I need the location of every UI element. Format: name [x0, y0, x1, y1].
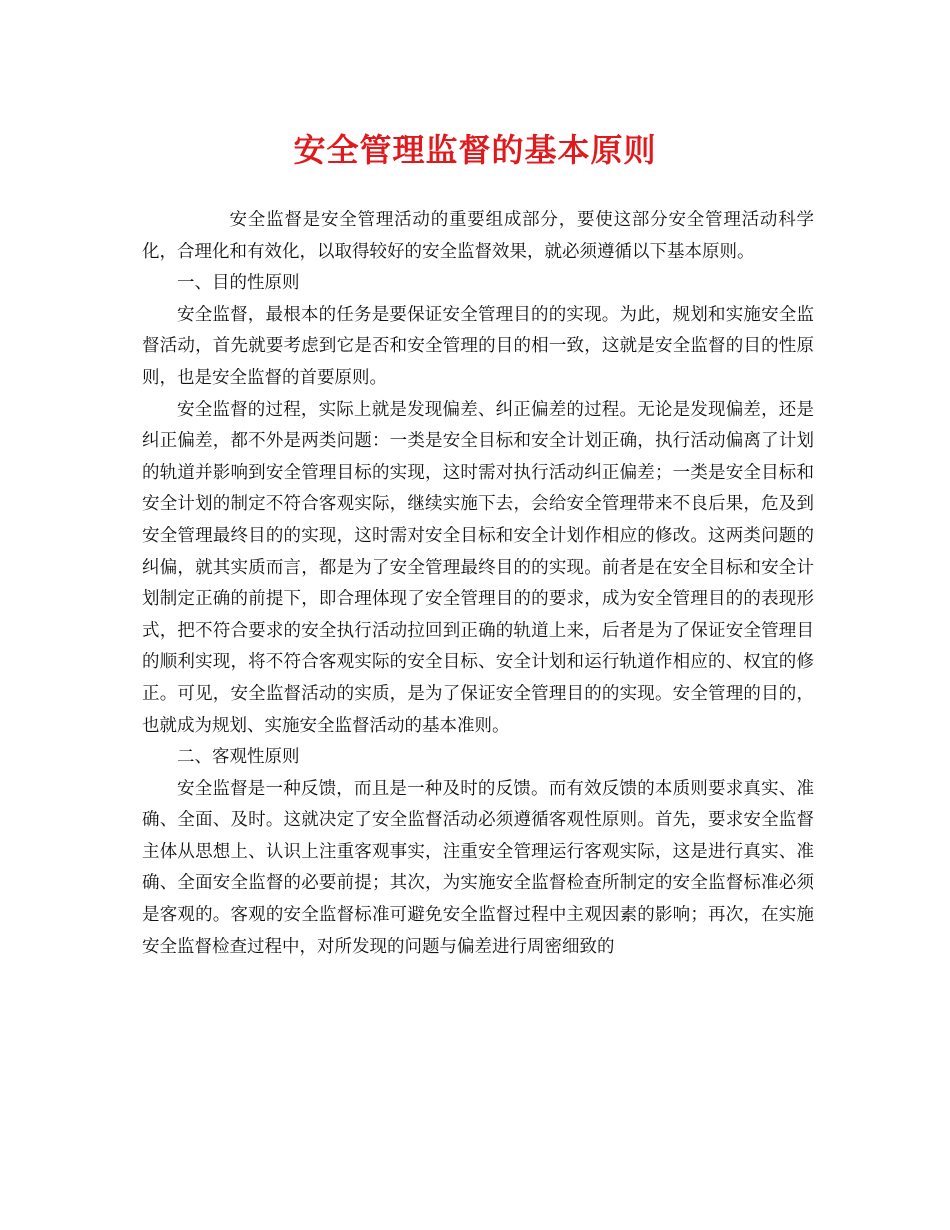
body-paragraph: 安全监督的过程，实际上就是发现偏差、纠正偏差的过程。无论是发现偏差，还是纠正偏差，都不外是两类问题：一类是安全目标和安全计划正确，执行活动偏离了计划的轨道并影响到安全管理目标的实现，这时需对执行活动纠正偏差；一类是安全目标和安全计划的制定不符合客观实际，继续实施下去，会给安全管理带来不良后果，危及到安全管理最终目的的实现，这时需对安全目标和安全计划作相应的修改。这两类问题的纠偏，就其实质而言，都是为了安全管理最终目的的实现。前者是在安全目标和安全计划制定正确的前提下，即合理体现了安全管理目的的要求，成为安全管理目的的表现形式，把不符合要求的安全执行活动拉回到正确的轨道上来，后者是为了保证安全管理目的顺利实现，将不符合客观实际的安全目标、安全计划和运行轨道作相应的、权宜的修正。可见，安全监督活动的实质，是为了保证安全管理目的的实现。安全管理的目的，也就成为规划、实施安全监督活动的基本准则。	[142, 399, 814, 736]
document-body	[142, 205, 814, 963]
body-paragraph: 安全监督是一种反馈，而且是一种及时的反馈。而有效反馈的本质则要求真实、准确、全面、及时。这就决定了安全监督活动必须遵循客观性原则。首先，要求安全监督主体从思想上、认识上注重客观事实，注重安全管理运行客观实际，这是进行真实、准确、全面安全监督的必要前提；其次，为实施安全监督检查所制定的安全监督标准必须是客观的。客观的安全监督标准可避免安全监督过程中主观因素的影响；再次，在实施安全监督检查过程中，对所发现的问题与偏差进行周密细致的	[142, 778, 814, 957]
intro-paragraph: 安全监督是安全管理活动的重要组成部分，要使这部分安全管理活动科学化，合理化和有效化，以取得较好的安全监督效果，就必须遵循以下基本原则。	[142, 210, 814, 262]
section-heading-purpose: 一、目的性原则	[177, 273, 300, 294]
body-paragraph: 安全监督，最根本的任务是要保证安全管理目的的实现。为此，规划和实施安全监督活动，首先就要考虑到它是否和安全管理的目的相一致，这就是安全监督的目的性原则，也是安全监督的首要原则。	[142, 304, 814, 388]
section-heading-objectivity: 二、客观性原则	[177, 747, 300, 768]
document-title: 安全管理监督的基本原则	[293, 131, 657, 169]
